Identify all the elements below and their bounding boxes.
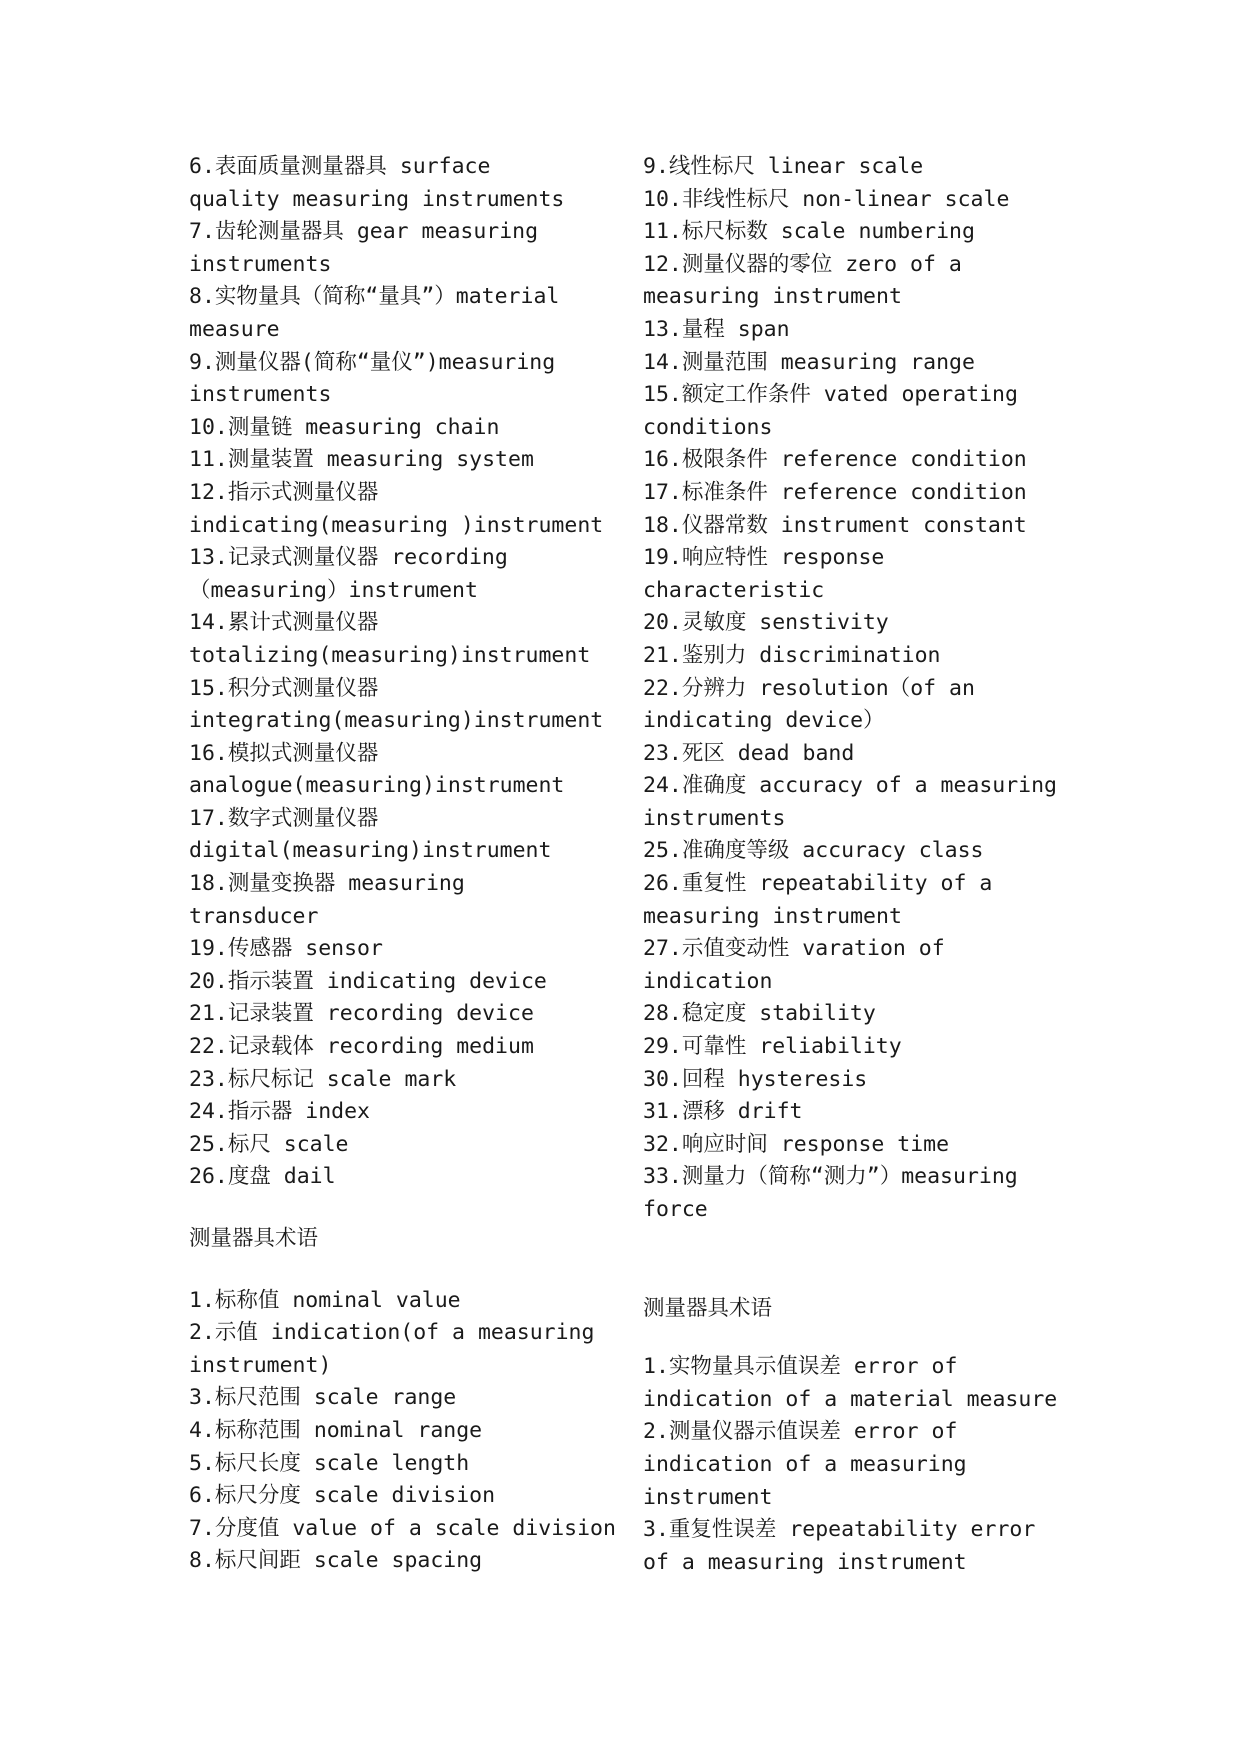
left-text-column: [189, 151, 619, 1578]
text-line: 30.回程 hysteresis: [643, 1066, 868, 1092]
text-line: 18.仪器常数 instrument constant: [643, 512, 1027, 538]
text-line: totalizing(measuring)instrument: [189, 642, 591, 668]
text-line: transducer: [189, 903, 319, 929]
blank-line: [189, 1256, 619, 1285]
text-line: 3.标尺范围 scale range: [189, 1385, 457, 1411]
text-line: instruments: [643, 805, 786, 831]
text-line: 32.响应时间 response time: [643, 1131, 950, 1157]
text-line: quality measuring instruments: [189, 186, 565, 212]
text-line: 3.重复性误差 repeatability error: [643, 1517, 1036, 1543]
text-line: 8.实物量具（简称“量具”）material: [189, 284, 560, 310]
text-line: 15.额定工作条件 vated operating: [643, 382, 1018, 408]
text-line: 28.稳定度 stability: [643, 1001, 876, 1027]
text-line: 22.分辨力 resolution（of an: [643, 675, 975, 701]
text-line: 21.鉴别力 discrimination: [643, 642, 941, 668]
right-text-column: [643, 151, 1073, 1579]
text-line: 21.记录装置 recording device: [189, 1001, 534, 1027]
text-line: 29.可靠性 reliability: [643, 1034, 902, 1060]
text-line: 16.极限条件 reference condition: [643, 447, 1027, 473]
text-line: instrument): [189, 1352, 332, 1378]
text-line: 24.指示器 index: [189, 1099, 370, 1125]
text-line: 13.量程 span: [643, 316, 790, 342]
text-line: 16.模拟式测量仪器: [189, 740, 379, 766]
text-line: 6.标尺分度 scale division: [189, 1483, 496, 1509]
text-line: indication of a material measure: [643, 1386, 1058, 1412]
text-line: 2.示值 indication(of a measuring: [189, 1320, 595, 1346]
text-line: 11.标尺标数 scale numbering: [643, 219, 975, 245]
text-line: 22.记录载体 recording medium: [189, 1034, 534, 1060]
text-line: （measuring）instrument: [189, 577, 478, 603]
text-line: 25.标尺 scale: [189, 1131, 349, 1157]
text-line: integrating(measuring)instrument: [189, 708, 604, 734]
text-line: 19.响应特性 response: [643, 545, 885, 571]
text-line: 测量器具术语: [643, 1295, 773, 1321]
text-line: force: [643, 1197, 708, 1222]
text-line: 17.数字式测量仪器: [189, 805, 379, 831]
text-line: 23.标尺标记 scale mark: [189, 1066, 457, 1092]
text-line: indication: [643, 968, 773, 994]
text-line: 1.实物量具示值误差 error of: [643, 1354, 958, 1380]
text-line: 26.度盘 dail: [189, 1164, 336, 1190]
text-line: analogue(measuring)instrument: [189, 773, 565, 799]
text-line: 20.灵敏度 senstivity: [643, 610, 889, 636]
text-line: 4.标称范围 nominal range: [189, 1417, 483, 1443]
blank-line: [643, 1325, 1073, 1351]
text-line: 10.测量链 measuring chain: [189, 414, 500, 440]
text-line: characteristic: [643, 577, 825, 603]
text-line: digital(measuring)instrument: [189, 838, 552, 864]
text-line: 12.测量仪器的零位 zero of a: [643, 251, 962, 277]
text-line: 33.测量力（简称“测力”）measuring: [643, 1164, 1018, 1190]
blank-line: [643, 1260, 1073, 1293]
text-line: measure: [189, 316, 280, 342]
text-line: 7.分度值 value of a scale division: [189, 1515, 616, 1541]
text-line: 13.记录式测量仪器 recording: [189, 545, 508, 571]
text-line: 14.测量范围 measuring range: [643, 349, 975, 375]
text-line: 23.死区 dead band: [643, 740, 855, 766]
text-line: measuring instrument: [643, 903, 902, 929]
text-line: instrument: [643, 1484, 773, 1510]
text-line: 27.示值变动性 varation of: [643, 936, 945, 962]
text-line: 10.非线性标尺 non-linear scale: [643, 186, 1010, 212]
text-line: 17.标准条件 reference condition: [643, 479, 1027, 505]
text-line: 15.积分式测量仪器: [189, 675, 379, 701]
text-line: 9.线性标尺 linear scale: [643, 154, 924, 179]
text-line: 1.标称值 nominal value: [189, 1287, 461, 1313]
text-line: 12.指示式测量仪器: [189, 479, 379, 505]
text-line: instruments: [189, 382, 332, 408]
blank-line: [189, 1194, 619, 1223]
text-line: instruments: [189, 251, 332, 277]
text-line: 14.累计式测量仪器: [189, 610, 379, 636]
text-line: 2.测量仪器示值误差 error of: [643, 1419, 958, 1445]
text-line: 7.齿轮测量器具 gear measuring: [189, 219, 539, 245]
text-line: 24.准确度 accuracy of a measuring: [643, 773, 1057, 799]
text-line: indicating device）: [643, 708, 885, 734]
text-line: measuring instrument: [643, 284, 902, 310]
text-line: 31.漂移 drift: [643, 1099, 803, 1125]
text-line: 11.测量装置 measuring system: [189, 447, 534, 473]
text-line: 8.标尺间距 scale spacing: [189, 1548, 483, 1574]
text-line: 6.表面质量测量器具 surface: [189, 154, 491, 179]
text-line: 9.测量仪器(简称“量仪”)measuring: [189, 349, 556, 375]
text-line: of a measuring instrument: [643, 1549, 967, 1575]
text-line: 26.重复性 repeatability of a: [643, 871, 993, 897]
text-line: 18.测量变换器 measuring: [189, 871, 465, 897]
text-line: 20.指示装置 indicating device: [189, 968, 547, 994]
text-line: 测量器具术语: [189, 1226, 319, 1251]
text-line: 25.准确度等级 accuracy class: [643, 838, 984, 864]
text-line: indicating(measuring )instrument: [189, 512, 604, 538]
text-line: indication of a measuring: [643, 1451, 967, 1477]
text-line: 19.传感器 sensor: [189, 936, 383, 962]
text-line: 5.标尺长度 scale length: [189, 1450, 470, 1476]
blank-line: [643, 1227, 1073, 1260]
text-line: conditions: [643, 414, 773, 440]
